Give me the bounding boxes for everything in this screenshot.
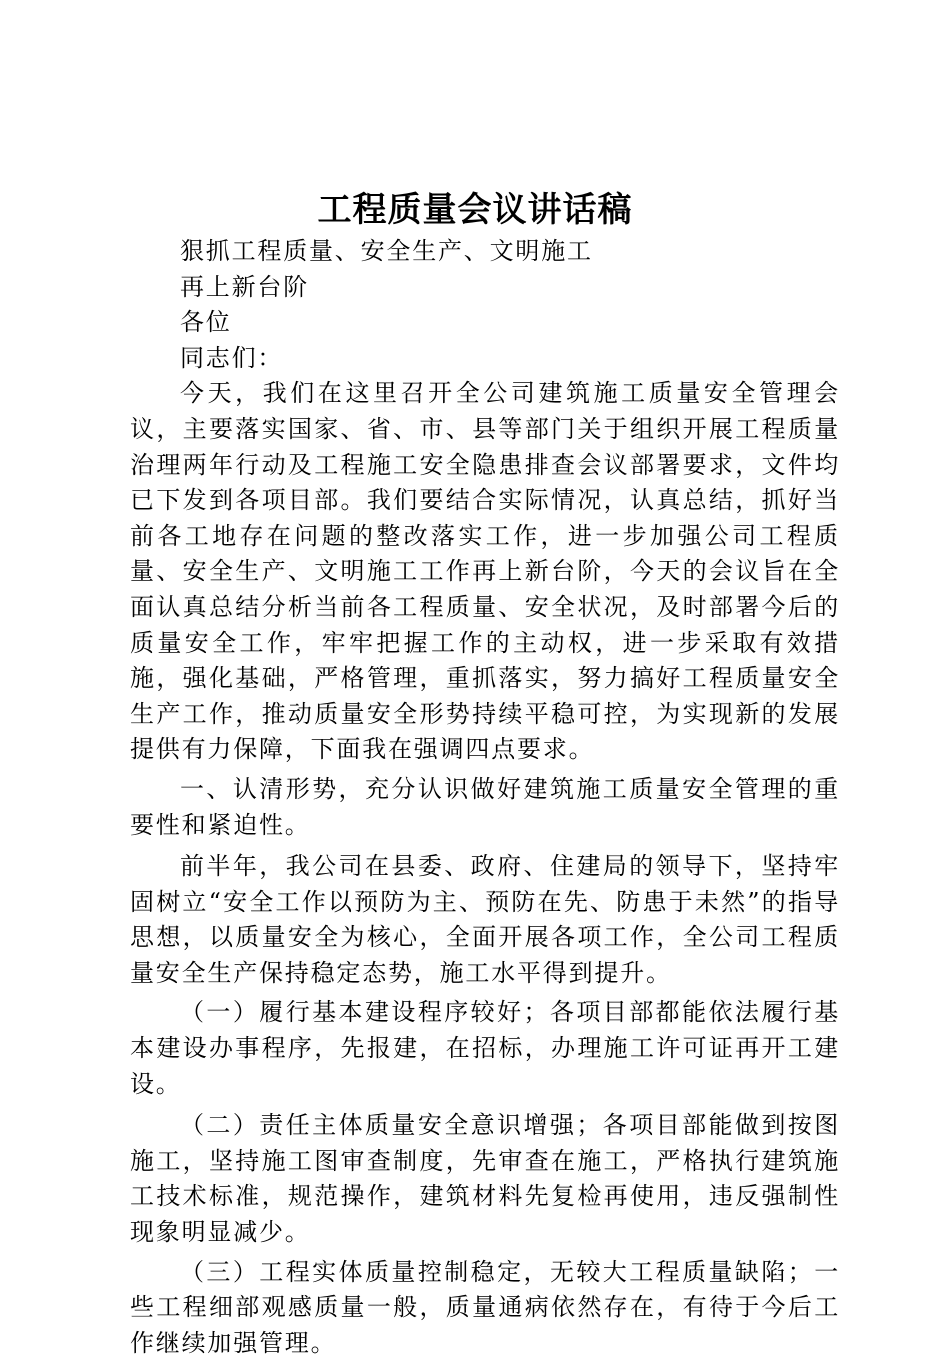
body-paragraph-first-half-year: 前半年，我公司在县委、政府、住建局的领导下，坚持牢固树立“安全工作以预防为主、预防在先、防患于未然”的指导思想，以质量安全为核心，全面开展各项工作，全公司工程质量安全生产保持稳定态势，施工水平得到提升。 bbox=[130, 852, 840, 987]
document-title: 工程质量会议讲话稿 bbox=[317, 190, 633, 230]
intro-paragraph: 今天，我们在这里召开全公司建筑施工质量安全管理会议，主要落实国家、省、市、县等部门关于组织开展工程质量治理两年行动及工程施工安全隐患排查会议部署要求，文件均已下发到各项目部。我们要结合实际情况，认真总结，抓好当前各工地存在问题的整改落实工作，进一步加强公司工程质量、安全生产、文明施工工作再上新台阶，今天的会议旨在全面认真总结分析当前各工程质量、安全状况，及时部署今后的质量安全工作，牢牢把握工作的主动权，进一步采取有效措施，强化基础，严格管理，重抓落实，努力搞好工程质量安全生产工作，推动质量安全形势持续平稳可控，为实现新的发展提供有力保障，下面我在强调四点要求。 bbox=[130, 379, 840, 764]
salutation-line-2: 同志们： bbox=[180, 343, 284, 372]
list-item-3: （三）工程实体质量控制稳定，无较大工程质量缺陷；一些工程细部观感质量一般，质量通病依然存在，有待于今后工作继续加强管理。 bbox=[130, 1257, 840, 1357]
subtitle-line-2: 再上新台阶 bbox=[180, 272, 309, 301]
list-item-2: （二）责任主体质量安全意识增强；各项目部能做到按图施工，坚持施工图审查制度，先审查在施工，严格执行建筑施工技术标准，规范操作，建筑材料先复检再使用，违反强制性现象明显减少。 bbox=[130, 1111, 840, 1247]
salutation-line-1: 各位 bbox=[180, 308, 232, 337]
document-body bbox=[130, 234, 840, 1361]
section-heading-1: 一、认清形势，充分认识做好建筑施工质量安全管理的重要性和紧迫性。 bbox=[130, 774, 840, 839]
list-item-1: （一）履行基本建设程序较好；各项目部都能依法履行基本建设办事程序，先报建，在招标，办理施工许可证再开工建设。 bbox=[130, 998, 840, 1098]
subtitle-line-1: 狠抓工程质量、安全生产、文明施工 bbox=[180, 237, 593, 265]
